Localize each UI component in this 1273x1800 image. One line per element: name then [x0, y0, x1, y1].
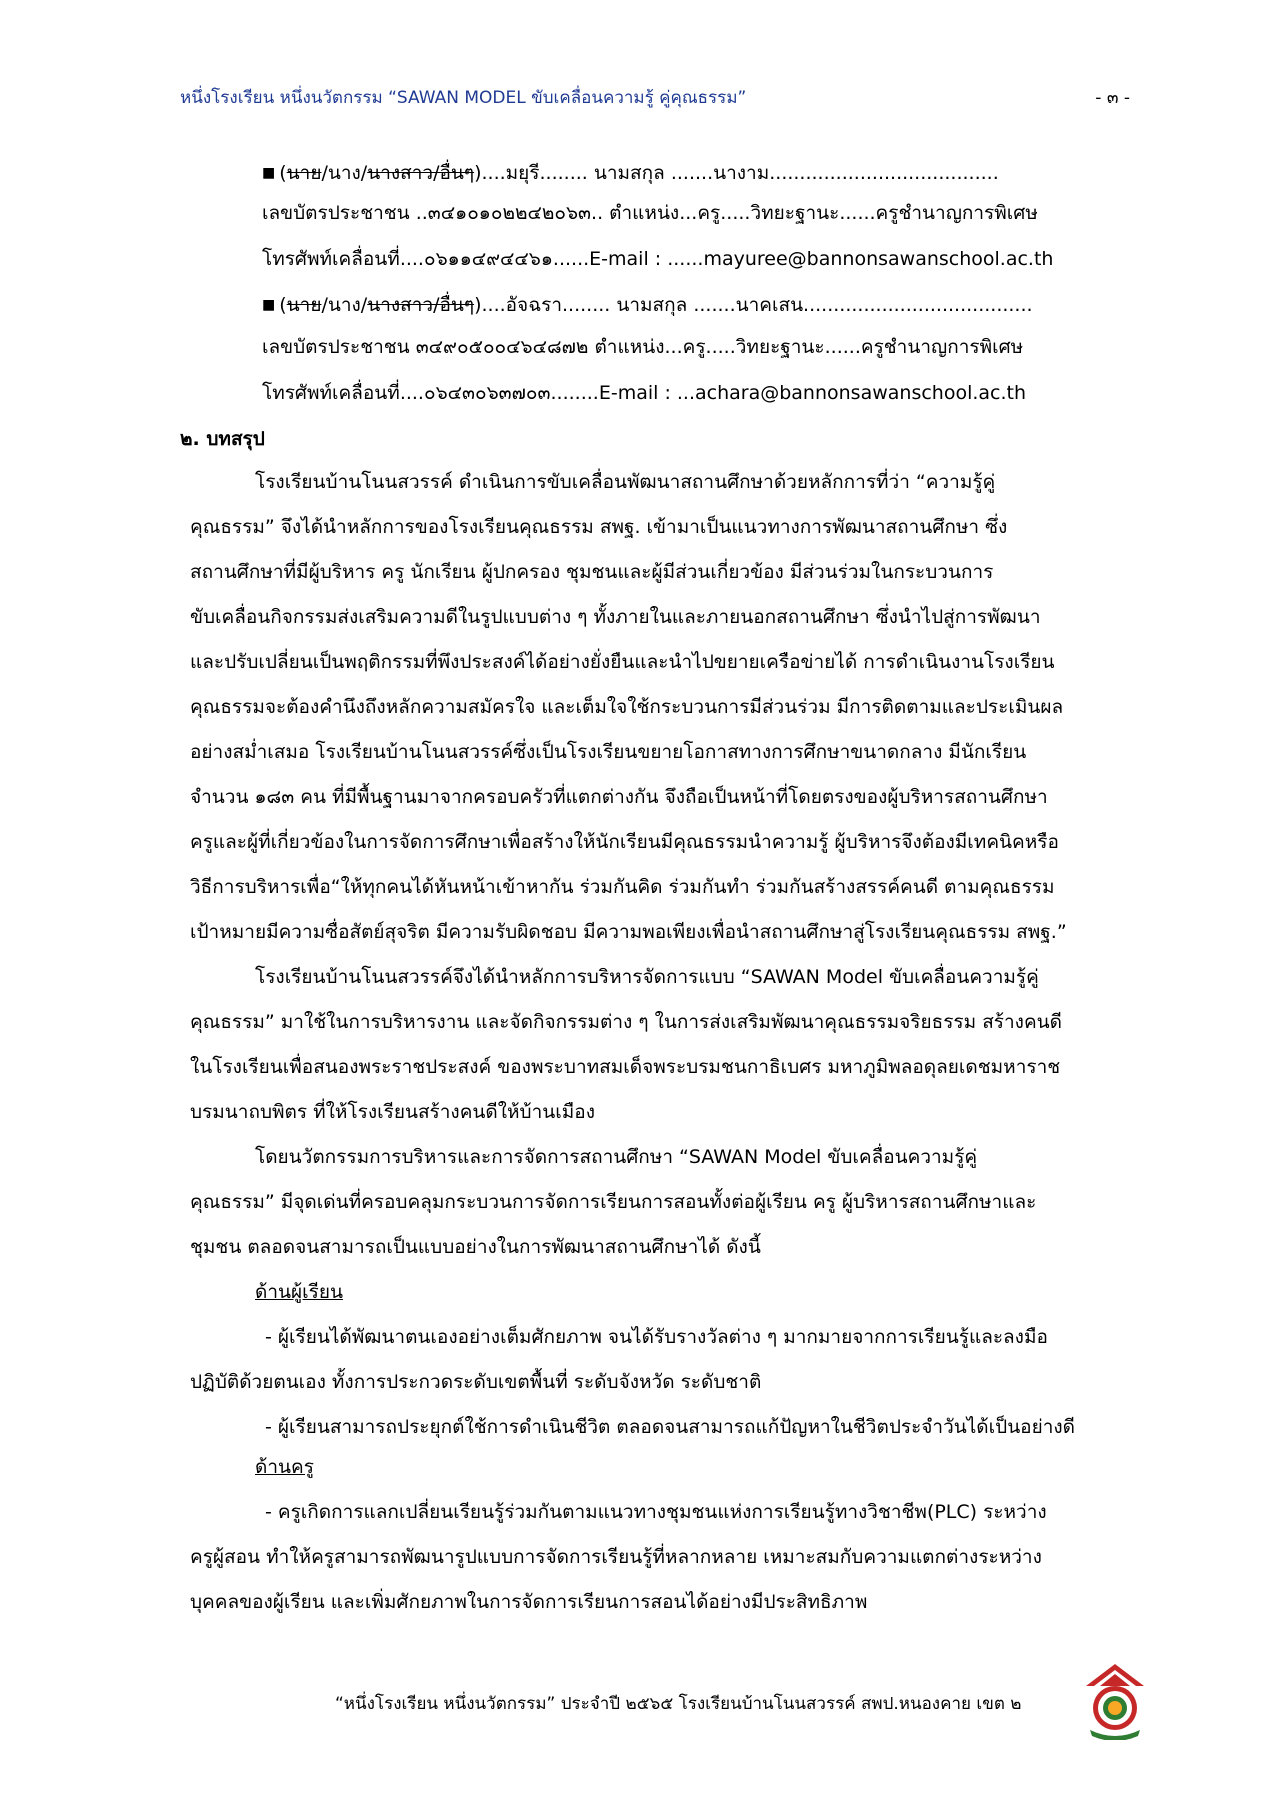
paragraph-1-line: วิธีการบริหารเพื่อ“ให้ทุกคนได้หันหน้าเข้าหากัน ร่วมกันคิด ร่วมกันทำ ร่วมกันสร้างสรรค์คนดี ตามคุณธรรม [190, 876, 1055, 898]
teacher-item-line: บุคคลของผู้เรียน และเพิ่มศักยภาพในการจัดการเรียนการสอนได้อย่างมีประสิทธิภาพ [190, 1591, 868, 1613]
paragraph-2-line: คุณธรรม” มาใช้ในการบริหารงาน และจัดกิจกรรมต่าง ๆ ในการส่งเสริมพัฒนาคุณธรรมจริยธรรม สร้างคนดี [190, 1011, 1062, 1033]
paragraph-2-line: บรมนาถบพิตร ที่ให้โรงเรียนสร้างคนดีให้บ้านเมือง [190, 1101, 595, 1123]
paragraph-1-line: โรงเรียนบ้านโนนสวรรค์ ดำเนินการขับเคลื่อนพัฒนาสถานศึกษาด้วยหลักการที่ว่า “ความรู้คู่ [255, 471, 996, 493]
paragraph-1-line: ครูและผู้ที่เกี่ยวข้องในการจัดการศึกษาเพื่อสร้างให้นักเรียนมีคุณธรรมนำความรู้ ผู้บริหารจึงต้องมีเทคนิคหรือ [190, 831, 1059, 853]
teacher-item-line: - ครูเกิดการแลกเปลี่ยนเรียนรู้ร่วมกันตามแนวทางชุมชนแห่งการเรียนรู้ทางวิชาชีพ(PLC) ระหว่าง [265, 1501, 1047, 1523]
section-heading: ๒. บทสรุป [180, 428, 265, 450]
teacher-item-line: ครูผู้สอน ทำให้ครูสามารถพัฒนารูปแบบการจัดการเรียนรู้ที่หลากหลาย เหมาะสมกับความแตกต่างระหว่าง [190, 1546, 1042, 1568]
square-bullet-icon: ■ [262, 165, 276, 181]
square-bullet-icon: ■ [262, 297, 276, 313]
header-title: หนึ่งโรงเรียน หนึ่งนวัตกรรม “SAWAN MODEL ขับเคลื่อนความรู้ คู่คุณธรรม” [180, 88, 747, 108]
paragraph-1-line: คุณธรรมจะต้องคำนึงถึงหลักความสมัครใจ และเต็มใจใช้กระบวนการมีส่วนร่วม มีการติดตามและประเมินผล [190, 696, 1064, 718]
person-2-id-line: เลขบัตรประชาชน ๓๔๙๐๕๐๐๔๖๔๘๗๒ ตำแหน่ง...ครู.....วิทยะฐานะ......ครูชำนาญการพิเศษ [262, 336, 1024, 358]
paragraph-2-line: โรงเรียนบ้านโนนสวรรค์จึงได้นำหลักการบริหารจัดการแบบ “SAWAN Model ขับเคลื่อนความรู้คู่ [255, 966, 1039, 988]
paragraph-1-line: เป้าหมายมีความซื่อสัตย์สุจริต มีความรับผิดชอบ มีความพอเพียงเพื่อนำสถานศึกษาสู่โรงเรียนคุณธรรม สพฐ.” [190, 921, 1067, 943]
person-2-contact-line: โทรศัพท์เคลื่อนที่....๐๖๔๓๐๖๓๗๐๓........E-mail : ...achara@bannonsawanschool.ac.th [262, 382, 1027, 404]
learner-heading: ด้านผู้เรียน [255, 1281, 343, 1303]
paragraph-1-line: อย่างสม่ำเสมอ โรงเรียนบ้านโนนสวรรค์ซึ่งเป็นโรงเรียนขยายโอกาสทางการศึกษาขนาดกลาง มีนักเรียน [190, 741, 1027, 763]
page-footer: “หนึ่งโรงเรียน หนึ่งนวัตกรรม” ประจำปี ๒๕๖๕ โรงเรียนบ้านโนนสวรรค์ สพป.หนองคาย เขต ๒ [335, 1694, 1022, 1714]
paragraph-3-line: ชุมชน ตลอดจนสามารถเป็นแบบอย่างในการพัฒนาสถานศึกษาได้ ดังนี้ [190, 1236, 761, 1258]
paragraph-2-line: ในโรงเรียนเพื่อสนองพระราชประสงค์ ของพระบาทสมเด็จพระบรมชนกาธิเบศร มหาภูมิพลอดุลยเดชมหาราช [190, 1056, 1061, 1078]
paragraph-3-line: คุณธรรม” มีจุดเด่นที่ครอบคลุมกระบวนการจัดการเรียนการสอนทั้งต่อผู้เรียน ครู ผู้บริหารสถานศึกษาและ [190, 1191, 1037, 1213]
school-logo-icon [1080, 1660, 1150, 1740]
paragraph-1-line: สถานศึกษาที่มีผู้บริหาร ครู นักเรียน ผู้ปกครอง ชุมชนและผู้มีส่วนเกี่ยวข้อง มีส่วนร่วมในกระบวนการ [190, 561, 994, 583]
learner-item-line: - ผู้เรียนสามารถประยุกต์ใช้การดำเนินชีวิต ตลอดจนสามารถแก้ปัญหาในชีวิตประจำวันได้เป็นอย่างดี [265, 1416, 1076, 1438]
paragraph-1-line: คุณธรรม” จึงได้นำหลักการของโรงเรียนคุณธรรม สพฐ. เข้ามาเป็นแนวทางการพัฒนาสถานศึกษา ซึ่ง [190, 516, 1008, 538]
learner-item-line: - ผู้เรียนได้พัฒนาตนเองอย่างเต็มศักยภาพ จนได้รับรางวัลต่าง ๆ มากมายจากการเรียนรู้และลงมือ [265, 1326, 1048, 1348]
learner-item-line: ปฏิบัติด้วยตนเอง ทั้งการประกวดระดับเขตพื้นที่ ระดับจังหวัด ระดับชาติ [190, 1371, 762, 1393]
paragraph-1-line: ขับเคลื่อนกิจกรรมส่งเสริมความดีในรูปแบบต่าง ๆ ทั้งภายในและภายนอกสถานศึกษา ซึ่งนำไปสู่การพัฒนา [190, 606, 1041, 628]
teacher-heading: ด้านครู [255, 1456, 314, 1478]
paragraph-3-line: โดยนวัตกรรมการบริหารและการจัดการสถานศึกษา “SAWAN Model ขับเคลื่อนความรู้คู่ [255, 1146, 978, 1168]
person-2-name-line: ■ (นาย/นาง/นางสาว/อื่นๆ)....อัจฉรา........ นามสกุล .......นาคเสน...................................... [262, 294, 1033, 316]
person-1-contact-line: โทรศัพท์เคลื่อนที่....๐๖๑๑๔๙๔๔๖๑......E-mail : ......mayuree@bannonsawanschool.ac.th [262, 248, 1054, 270]
page-number: - ๓ - [1095, 88, 1130, 108]
paragraph-1-line: และปรับเปลี่ยนเป็นพฤติกรรมที่พึงประสงค์ได้อย่างยั่งยืนและนำไปขยายเครือข่ายได้ การดำเนินงานโรงเรียน [190, 651, 1055, 673]
person-1-name-line: ■ (นาย/นาง/นางสาว/อื่นๆ)....มยุรี........ นามสกุล .......นางาม...................................... [262, 162, 999, 184]
paragraph-1-line: จำนวน ๑๘๓ คน ที่มีพื้นฐานมาจากครอบครัวที่แตกต่างกัน จึงถือเป็นหน้าที่โดยตรงของผู้บริหารสถานศึกษา [190, 786, 1048, 808]
page-header [180, 84, 1130, 124]
person-1-id-line: เลขบัตรประชาชน ..๓๔๑๐๑๐๒๒๔๒๐๖๓.. ตำแหน่ง...ครู.....วิทยะฐานะ......ครูชำนาญการพิเศษ [262, 202, 1038, 224]
